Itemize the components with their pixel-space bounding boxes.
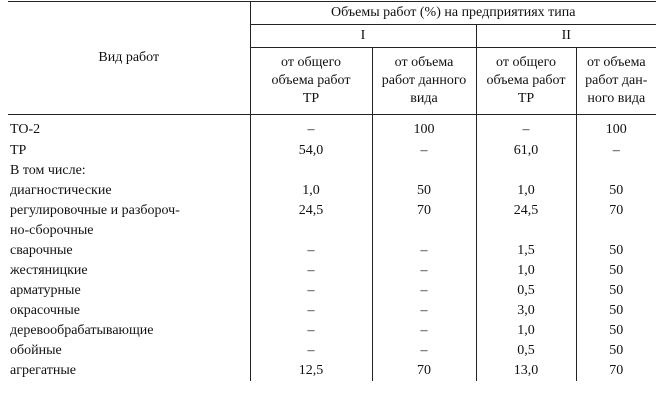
table-row [8,321,656,341]
row-name: ТР [8,141,250,161]
work-volume-table [8,1,656,381]
table-body [8,115,656,382]
row-value-1: – [250,321,372,341]
row-value-2: – [372,141,476,161]
table-row [8,301,656,321]
table-row [8,161,656,181]
row-value-1: – [250,261,372,281]
row-value-2: 100 [372,115,476,142]
header-col-total-ii: от общего объема работ ТР [476,48,576,115]
row-value-3 [476,161,576,181]
row-value-2: – [372,321,476,341]
row-value-1: 54,0 [250,141,372,161]
row-value-1: – [250,341,372,361]
row-name: жестяницкие [8,261,250,281]
header-col-kind-i: от объема работ данного вида [372,48,476,115]
table-row [8,361,656,381]
row-value-4: 50 [609,263,624,278]
row-value-2: 50 [372,181,476,201]
row-value-1: 24,5 [250,201,372,241]
row-value-1: – [250,301,372,321]
row-name: диагностические [8,181,250,201]
row-value-2: – [372,261,476,281]
header-group-title: Объемы работ (%) на предприятиях типа [250,2,656,25]
row-name: окрасочные [8,301,250,321]
row-value-3: 1,0 [476,181,576,201]
row-name: арматурные [8,281,250,301]
header-group-i: I [250,25,476,48]
table-row [8,115,656,142]
row-value-3: 1,0 [476,321,576,341]
row-value-2 [372,161,476,181]
row-name: сварочные [8,241,250,261]
header-work-type: Вид работ [8,2,250,115]
row-name: регулировочные и разбороч- но-сборочные [8,201,250,241]
header-col-total-i: от общего объема работ ТР [250,48,372,115]
row-value-2: – [372,301,476,321]
row-value-2: – [372,241,476,261]
table-row [8,201,656,241]
table-row [8,181,656,201]
row-value-3: 3,0 [476,301,576,321]
row-value-3: 24,5 [476,201,576,241]
row-name: агрегатные [8,361,250,381]
row-value-1: – [250,241,372,261]
row-value-4: 70 [609,363,624,378]
row-value-4: 50 [609,343,624,358]
row-name: обойные [8,341,250,361]
row-value-4: 50 [609,283,624,298]
row-name: деревообрабатывающие [8,321,250,341]
header-group-ii: II [476,25,656,48]
table-row [8,281,656,301]
row-value-3: 61,0 [476,141,576,161]
table-row [8,241,656,261]
row-name: ТО-2 [8,115,250,142]
row-value-4: 50 [609,243,624,258]
header-col-kind-ii: от объема работ дан- ного вида [576,48,656,115]
row-value-4: 70 [609,203,624,218]
table-row [8,341,656,361]
row-value-2: 70 [372,361,476,381]
row-value-4: 50 [609,323,624,338]
row-value-3: 13,0 [476,361,576,381]
row-value-3: – [476,115,576,142]
row-value-4: 50 [609,303,624,318]
row-value-3: 1,0 [476,261,576,281]
row-value-4 [576,161,656,181]
table-row [8,261,656,281]
row-value-1: 12,5 [250,361,372,381]
table-row [8,141,656,161]
row-value-4: 50 [609,183,624,198]
row-value-3: 0,5 [476,341,576,361]
row-value-4: – [612,143,620,158]
row-value-1 [250,161,372,181]
row-value-3: 1,5 [476,241,576,261]
row-name: В том числе: [8,161,250,181]
row-value-2: – [372,341,476,361]
row-value-1: – [250,115,372,142]
row-value-4: 100 [605,122,627,137]
row-value-2: – [372,281,476,301]
row-value-3: 0,5 [476,281,576,301]
row-value-1: – [250,281,372,301]
row-value-1: 1,0 [250,181,372,201]
row-value-2: 70 [372,201,476,241]
